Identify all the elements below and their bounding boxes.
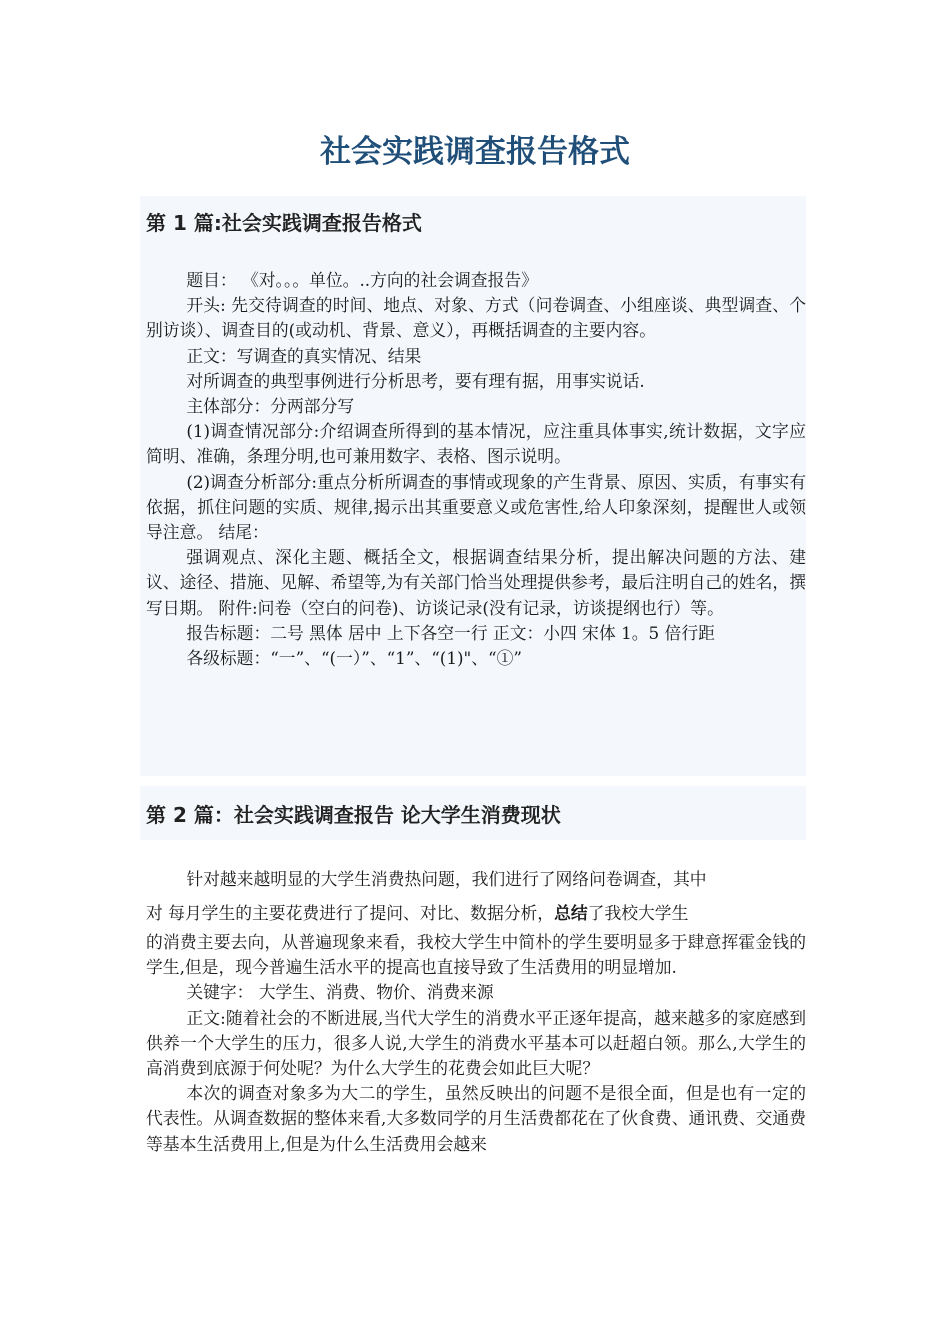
paragraph: (1)调查情况部分:介绍调查所得到的基本情况，应注重具体事实,统计数据，文字应简明、准确，条理分明,也可兼用数字、表格、图示说明。	[146, 421, 806, 467]
section-1-body	[146, 268, 806, 671]
paragraph: 开头: 先交待调查的时间、地点、对象、方式（问卷调查、小组座谈、典型调查、个别访谈）、调查目的(或动机、背景、意义），再概括调查的主要内容。	[146, 295, 806, 341]
paragraph: 报告标题：二号 黑体 居中 上下各空一行 正文：小四 宋体 1。5 倍行距	[186, 622, 715, 643]
intro-text: 对 每月学生的主要花费进行了提问、对比、数据分析，	[146, 903, 555, 923]
section-2-heading: 第 2 篇：社会实践调查报告 论大学生消费现状	[146, 803, 561, 827]
paragraph: 主体部分：分两部分写	[186, 396, 355, 417]
paragraph	[146, 896, 806, 930]
section-2-body	[146, 862, 806, 1157]
paragraph: 正文:随着社会的不断进展,当代大学生的消费水平正逐年提高，越来越多的家庭感到供养一个大学生的压力，很多人说,大学生的消费水平基本可以赶超白领。那么,大学生的高消费到底源于何处呢？为什么大学生的花费会如此巨大呢？	[146, 1007, 806, 1079]
paragraph: 关键字： 大学生、消费、物价、消费来源	[186, 982, 494, 1003]
paragraph: (2)调查分析部分:重点分析所调查的事情或现象的产生背景、原因、实质，有事实有依据，抓住问题的实质、规律,揭示出其重要意义或危害性,给人印象深刻，提醒世人或领导注意。 结尾：	[146, 471, 806, 543]
paragraph: 本次的调查对象多为大二的学生，虽然反映出的问题不是很全面，但是也有一定的代表性。从调查数据的整体来看,大多数同学的月生活费都花在了伙食费、通讯费、交通费等基本生活费用上,但是为什么生活费用会越来	[146, 1083, 806, 1154]
page-title: 社会实践调查报告格式	[320, 134, 630, 170]
paragraph: 的消费主要去向，从普遍现象来看，我校大学生中简朴的学生要明显多于肆意挥霍金钱的学生,但是，现今普遍生活水平的提高也直接导致了生活费用的明显增加.	[146, 932, 806, 978]
paragraph: 正文：写调查的真实情况、结果	[186, 345, 422, 366]
paragraph: 针对越来越明显的大学生消费热问题，我们进行了网络问卷调查，其中	[186, 869, 707, 889]
paragraph: 题目： 《对。。。单位。..方向的社会调查报告》	[186, 270, 538, 290]
paragraph: 对所调查的典型事例进行分析思考，要有理有据，用事实说话.	[186, 370, 645, 391]
paragraph: 强调观点、深化主题、概括全文，根据调查结果分析，提出解决问题的方法、建议、途径、措施、见解、希望等,为有关部门恰当处理提供参考，最后注明自己的姓名，撰写日期。 附件:问卷（空白的问卷)、访谈记录(没有记录，访谈提纲也行）等。	[146, 547, 806, 618]
paragraph: 各级标题：“一”、“(一）”、“1”、“(1)"、“①”	[186, 648, 522, 669]
section-1-heading: 第 1 篇:社会实践调查报告格式	[146, 211, 422, 235]
highlight-text: 总结	[554, 903, 588, 923]
intro-text: 了我校大学生	[587, 903, 689, 923]
